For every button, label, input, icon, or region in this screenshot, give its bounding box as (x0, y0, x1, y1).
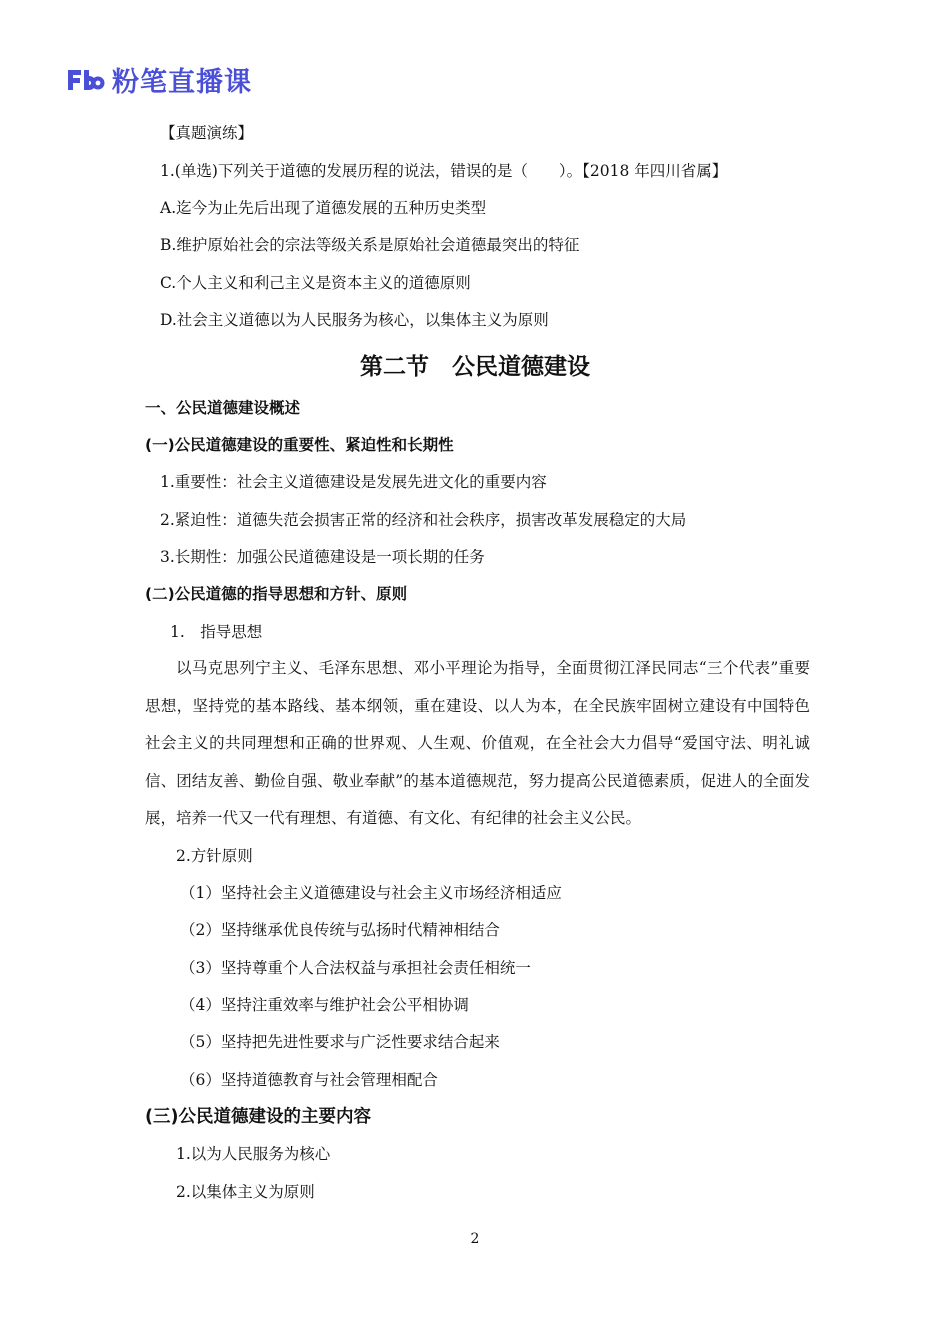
principle-item: （5）坚持把先进性要求与广泛性要求结合起来 (180, 1033, 500, 1051)
option-d: D.社会主义道德以为人民服务为核心，以集体主义为原则 (160, 311, 549, 329)
fb-logo-icon (66, 66, 106, 92)
practice-heading: 【真题演练】 (160, 124, 254, 142)
subsection-1-title: (一)公民道德建设的重要性、紧迫性和长期性 (145, 436, 454, 454)
list-item: 2.紧迫性：道德失范会损害正常的经济和社会秩序，损害改革发展稳定的大局 (160, 511, 687, 529)
guide-paragraph: 以马克思列宁主义、毛泽东思想、邓小平理论为指导，全面贯彻江泽民同志“三个代表”重要思想，坚持党的基本路线、基本纲领，重在建设、以人为本，在全民族牢固树立建设有中国特色社会主义的共同理想和正确的世界观、人生观、价值观，在全社会大力倡导“爱国守法、明礼诚信、团结友善、勤俭自强、敬业奉献”的基本道德规范，努力提高公民道德素质，促进人的全面发展，培养一代又一代有理想、有道德、有文化、有纪律的社会主义公民。 (145, 659, 810, 827)
principle-item: （6）坚持道德教育与社会管理相配合 (180, 1071, 438, 1089)
question-text: 1.(单选)下列关于道德的发展历程的说法，错误的是（ ）。【2018 年四川省属】 (160, 162, 728, 180)
logo-text: 粉笔直播课 (112, 66, 252, 98)
guide-heading: 1. 指导思想 (170, 623, 263, 641)
heading-level-1: 一、公民道德建设概述 (145, 399, 301, 417)
list-item: 2.以集体主义为原则 (176, 1183, 315, 1201)
page-number: 2 (470, 1231, 480, 1247)
list-item: 1.以为人民服务为核心 (176, 1145, 331, 1163)
list-item: 1.重要性：社会主义道德建设是发展先进文化的重要内容 (160, 473, 547, 491)
subsection-2-title: (二)公民道德的指导思想和方针、原则 (145, 585, 408, 603)
brand-logo (66, 62, 252, 96)
principle-heading: 2.方针原则 (176, 847, 253, 865)
principle-item: （4）坚持注重效率与维护社会公平相协调 (180, 996, 469, 1014)
option-a: A.迄今为止先后出现了道德发展的五种历史类型 (160, 199, 487, 217)
list-item: 3.长期性：加强公民道德建设是一项长期的任务 (160, 548, 485, 566)
principle-item: （3）坚持尊重个人合法权益与承担社会责任相统一 (180, 959, 531, 977)
principle-item: （1）坚持社会主义道德建设与社会主义市场经济相适应 (180, 884, 562, 902)
principle-item: （2）坚持继承优良传统与弘扬时代精神相结合 (180, 921, 500, 939)
option-b: B.维护原始社会的宗法等级关系是原始社会道德最突出的特征 (160, 236, 580, 254)
option-c: C.个人主义和利己主义是资本主义的道德原则 (160, 274, 471, 292)
section-title: 第二节 公民道德建设 (360, 354, 590, 380)
subsection-3-title: (三)公民道德建设的主要内容 (145, 1107, 371, 1127)
